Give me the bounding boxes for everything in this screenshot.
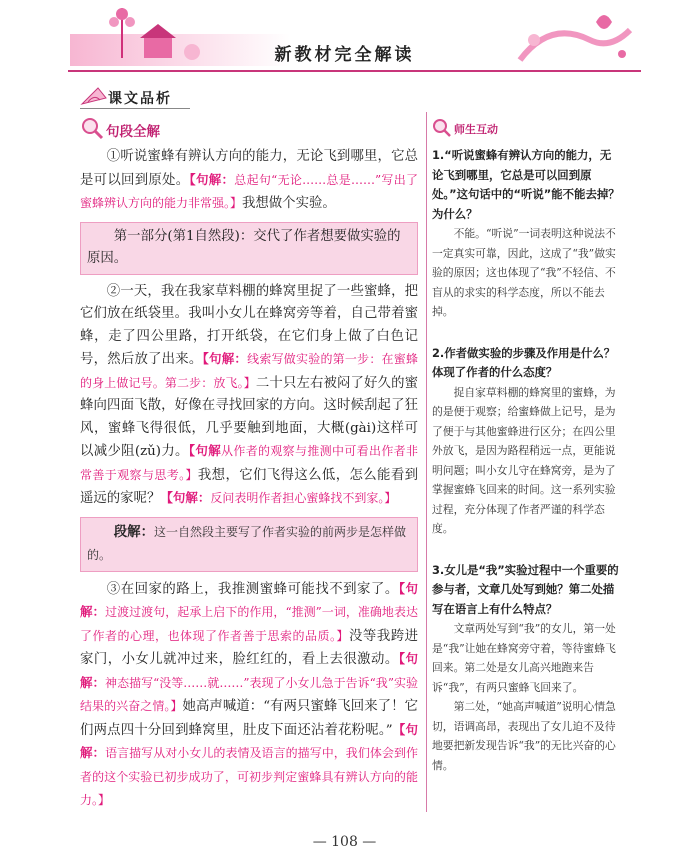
answer-2: 捉自家草料棚的蜂窝里的蜜蜂，为的是便于观察；给蜜蜂做上记号，是为了便于与其他蜜蜂进行区分；在四公里外放飞，是因为路程稍远一点，更能说明问题；叫小女儿守在蜂窝旁，是为了掌握蜜蜂飞回来的时间。这一系列实验过程，充分体现了作者严谨的科学态度。 xyxy=(432,385,616,535)
question-1: 1.“听说蜜蜂有辨认方向的能力，无论飞到哪里，它总是可以回到原处。”这句话中的“听说”能不能去掉？为什么？ xyxy=(432,148,620,221)
annotation-label: 【句解： xyxy=(80,580,418,619)
summary-2-label: 段解： xyxy=(113,523,154,540)
question-2: 2.作者做实验的步骤及作用是什么？体现了作者的什么态度？ xyxy=(432,345,616,379)
annotation-label: 【句解 xyxy=(188,443,222,458)
analysis-column xyxy=(80,116,418,813)
paragraph-2-text-2: 二十只左右被闷了好久的蜜蜂向四面飞散，好像在寻找回家的方向。这时候刮起了狂风，蜜蜂飞得很低，几乎要触到地面，大概(gài)这样可以减少阻(zǔ)力。 xyxy=(80,375,418,459)
answer-3a: 文章两处写到“我”的女儿，第一处是“我”让她在蜂窝旁守着，等待蜜蜂飞回来。第二处是女儿高兴地跑来告诉“我”，有两只蜜蜂飞回来了。 xyxy=(432,622,616,694)
question-3: 3.女儿是“我”实验过程中一个重要的参与者，文章几处写到她？第二处描写在语言上有什么特点？ xyxy=(432,562,619,616)
annotation-label: 【句解： xyxy=(202,351,248,366)
page-header xyxy=(0,0,689,80)
interaction-column xyxy=(432,116,622,797)
qa-item-3 xyxy=(432,561,622,776)
interaction-heading xyxy=(432,116,622,140)
header-decoration-right-icon xyxy=(500,0,640,70)
section-title: 课文品析 xyxy=(108,91,172,107)
paragraph-1 xyxy=(80,146,418,216)
annotation-label: 【句解： xyxy=(160,490,211,505)
annotation-label: 【句解： xyxy=(189,171,235,187)
annotation-2c: 反问表明作者担心蜜蜂找不到家。】 xyxy=(210,491,397,505)
page-number: — 108 — xyxy=(312,834,377,850)
answer-3b: 第二处，“她高声喊道”说明心情急切，语调高昂，表现出了女儿迫不及待地要把新发现告诉“我”的无比兴奋的心情。 xyxy=(432,700,616,772)
annotation-label: 【句解： xyxy=(80,721,418,760)
summary-1-label: 第一部分(第1自然段)： xyxy=(113,228,254,244)
column-divider xyxy=(426,112,427,812)
paragraph-3 xyxy=(80,578,418,813)
magnifier-icon xyxy=(432,118,452,138)
annotation-3a: 过渡过渡句，起承上启下的作用，“推测”一词，准确地表达了作者的心理，也体现了作者善于思索的品质。】 xyxy=(80,605,418,643)
header-title: 新教材完全解读 xyxy=(274,45,415,65)
summary-1-text: 交代了作者想要做实验的原因。 xyxy=(87,228,401,266)
interaction-title: 师生互动 xyxy=(454,123,498,136)
paragraph-2 xyxy=(80,281,418,511)
sentence-analysis-heading xyxy=(80,116,418,140)
qa-item-1 xyxy=(432,146,622,322)
annotation-1: 总起句“无论……总是……”写出了蜜蜂辨认方向的能力非常强。】 xyxy=(80,172,418,210)
annotation-3b: 神态描写“没等……就……”表现了小女儿急于告诉“我”实验结果的兴奋之情。】 xyxy=(80,675,418,713)
summary-box-2 xyxy=(80,517,418,572)
paragraph-1-text: ①听说蜜蜂有辨认方向的能力，无论飞到哪里，它总是可以回到原处。 xyxy=(80,149,418,188)
section-underline xyxy=(80,108,190,109)
annotation-2a: 线索写做实验的第一步：在蜜蜂的身上做记号。第二步：放飞。】 xyxy=(80,352,418,390)
paragraph-1-text-2: 我想做个实验。 xyxy=(242,196,336,211)
paragraph-3-text-3: 她高声喊道：“有两只蜜蜂飞回来了！它们两点四十分回到蜂窝里，肚皮下面还沾着花粉呢。” xyxy=(80,699,418,738)
paragraph-3-text: ③在回家的路上，我推测蜜蜂可能找不到家了。 xyxy=(106,581,399,597)
qa-item-2 xyxy=(432,344,622,539)
paragraph-2-text-3: 我想，它们飞得这么低，怎么能看到遥远的家呢？ xyxy=(80,467,418,506)
header-rule xyxy=(68,70,641,72)
sentence-analysis-title: 句段全解 xyxy=(106,124,160,140)
paragraph-2-text: ②一天，我在我家草料棚的蜂窝里捉了一些蜜蜂，把它们放在纸袋里。我叫小女儿在蜂窝旁等着，自己带着蜜蜂，走了四公里路，打开纸袋，在它们身上做了白色记号，然后放了出来。 xyxy=(80,283,418,367)
annotation-label: 【句解： xyxy=(80,651,418,690)
paragraph-3-text-2: 没等我跨进家门，小女儿就冲过来，脸红红的，看上去很激动。 xyxy=(80,628,418,667)
summary-2-text: 这一自然段主要写了作者实验的前两步是怎样做的。 xyxy=(87,524,406,562)
annotation-3c: 语言描写从对小女儿的表情及语言的描写中，我们体会到作者的这个实验已初步成功了，可初步判定蜜蜂具有辨认方向的能力。】 xyxy=(80,746,418,807)
magnifier-icon xyxy=(80,116,104,140)
summary-box-1 xyxy=(80,222,418,275)
annotation-2b: 从作者的观察与推测中可看出作者非常善于观察与思考。】 xyxy=(80,444,418,482)
answer-1: 不能。“听说”一词表明这种说法不一定真实可靠，因此，这成了“我”做实验的原因；这也体现了“我”不轻信、不盲从的求实的科学态度，所以不能去掉。 xyxy=(432,227,616,318)
